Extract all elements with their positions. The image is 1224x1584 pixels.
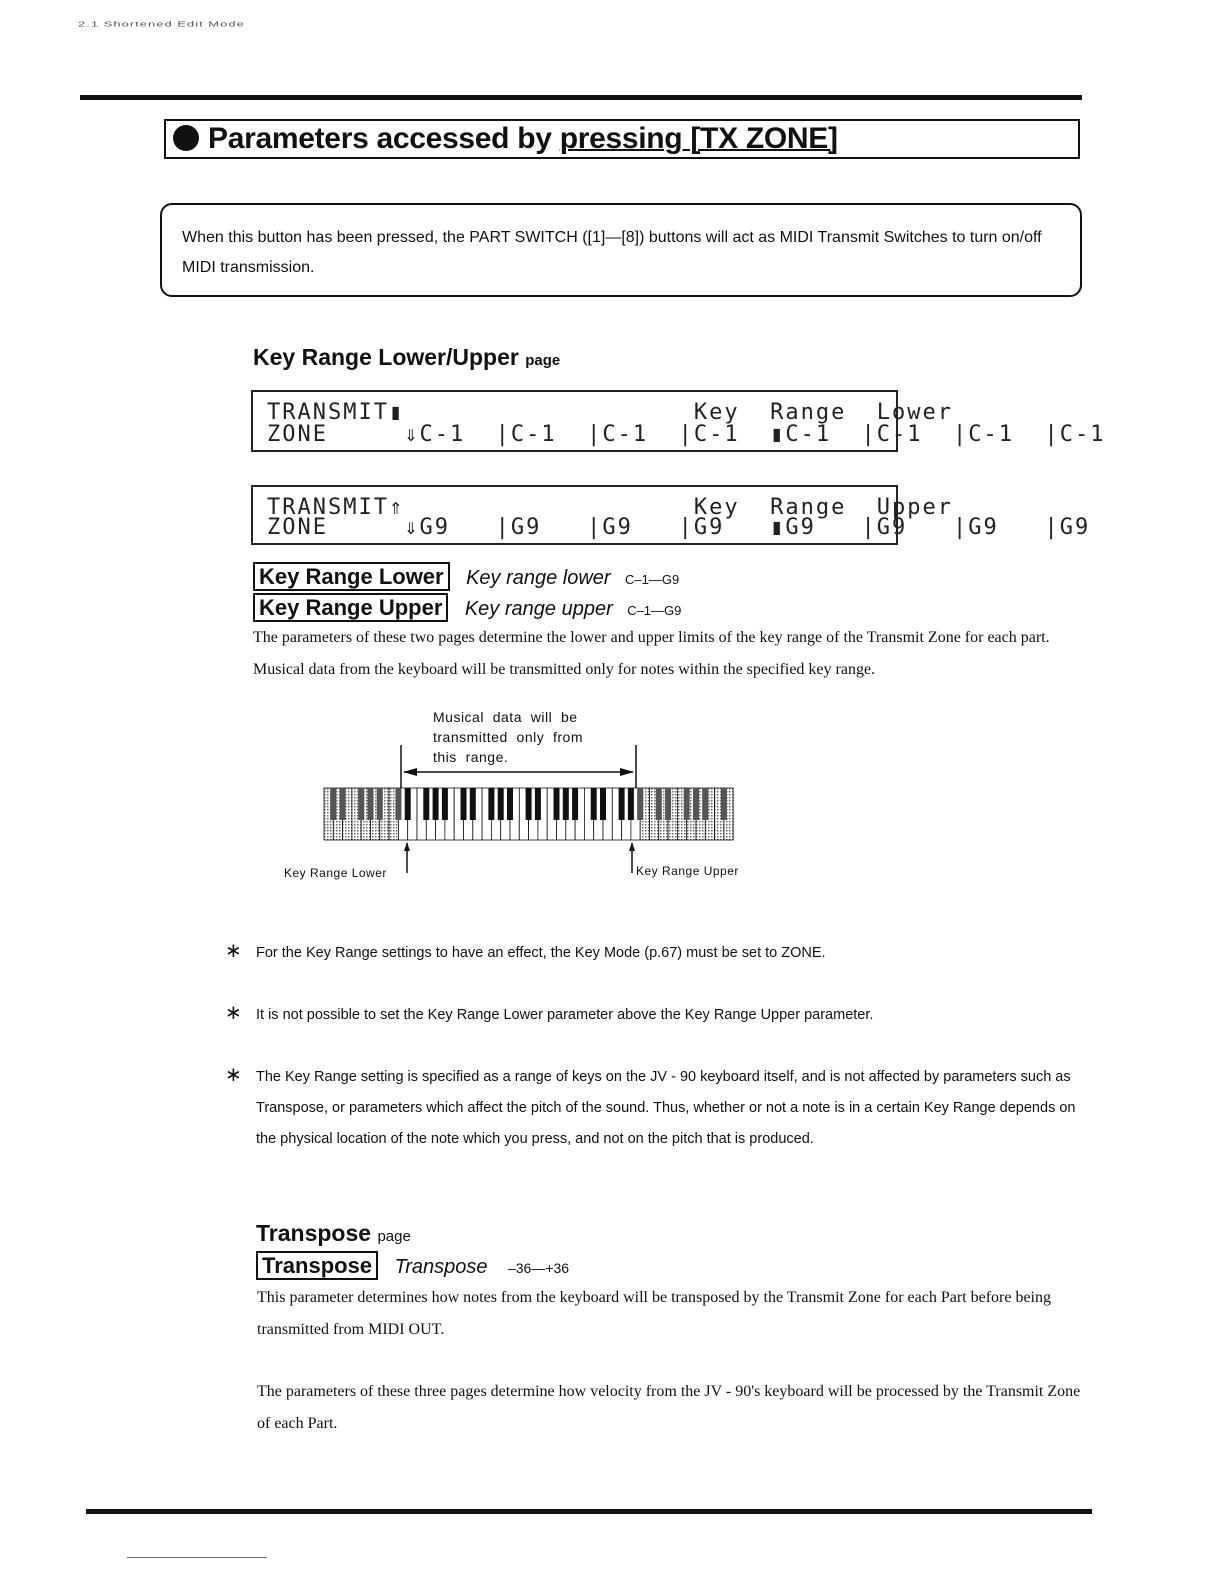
black-key <box>507 788 513 820</box>
black-key <box>433 788 439 820</box>
param-desc: Key range lower <box>466 567 611 589</box>
diagram-caption-line2: transmitted only from <box>433 729 583 745</box>
black-key <box>600 788 606 820</box>
transpose-heading <box>256 1220 411 1247</box>
lcd-key-range-upper <box>251 485 1091 545</box>
key-range-body: The parameters of these two pages determine the lower and upper limits of the key range of the Transmit Zone for each part. Musical data from the keyboard will be transmitted only for notes within the specified key range. <box>253 629 1050 678</box>
black-key <box>395 788 401 820</box>
param-key-range-lower <box>253 564 679 590</box>
key-range-heading-suffix: page <box>525 352 561 369</box>
range-arrow-left-head <box>403 768 417 776</box>
range-arrow-right-head <box>620 768 634 776</box>
black-key <box>535 788 541 820</box>
note-text: For the Key Range settings to have an effect, the Key Mode (p.67) must be set to ZONE. <box>256 945 826 961</box>
black-key <box>656 788 662 820</box>
black-key <box>526 788 532 820</box>
black-key <box>498 788 504 820</box>
section-title-prefix: Parameters accessed by <box>208 122 560 155</box>
black-key <box>488 788 494 820</box>
keyboard-diagram <box>300 740 760 880</box>
transpose-heading-text: Transpose <box>256 1220 372 1246</box>
note-3 <box>225 1062 1085 1155</box>
note-text: The Key Range setting is specified as a range of keys on the JV - 90 keyboard itself, and is not affected by parameters such as Transpose, or parameters which affect the pitch of the sound. Thus, whether or not a note is in a certain Key Range depends on the physical location of the note which you press, and not on the pitch that is produced. <box>256 1069 1076 1147</box>
bottom-rule <box>86 1509 1092 1514</box>
param-label: Transpose <box>256 1251 378 1280</box>
transpose-heading-suffix: page <box>377 1228 411 1245</box>
black-key <box>461 788 467 820</box>
diagram-caption-line3: this range. <box>433 749 509 765</box>
black-key <box>340 788 346 820</box>
black-key <box>628 788 634 820</box>
intro-note-text: When this button has been pressed, the PART SWITCH ([1]—[8]) buttons will act as MIDI Transmit Switches to turn on/off MIDI transmission. <box>182 229 1042 276</box>
black-key <box>423 788 429 820</box>
section-title <box>164 119 1080 159</box>
black-key <box>684 788 690 820</box>
diagram-caption-line1: Musical data will be <box>433 709 578 725</box>
black-key <box>563 788 569 820</box>
top-rule <box>80 95 1082 100</box>
black-key <box>358 788 364 820</box>
note-1 <box>225 938 1085 969</box>
black-key <box>693 788 699 820</box>
black-key <box>665 788 671 820</box>
key-range-heading <box>253 344 560 371</box>
transpose-body: This parameter determines how notes from the keyboard will be transposed by the Transmit Zone for each Part before being transmitted from MIDI OUT. <box>257 1289 1051 1338</box>
black-key <box>554 788 560 820</box>
black-key <box>637 788 643 820</box>
param-label: Key Range Upper <box>253 593 448 622</box>
running-header: 2.1 Shortened Edit Mode <box>78 20 245 29</box>
black-key <box>377 788 383 820</box>
param-transpose <box>256 1253 569 1279</box>
black-key <box>330 788 336 820</box>
param-range: C–1—G9 <box>625 572 680 587</box>
note-text: It is not possible to set the Key Range Lower parameter above the Key Range Upper parameter. <box>256 1007 874 1023</box>
lcd-upper-line1: TRANSMIT⇑ Key Range Upper <box>267 495 954 520</box>
param-range: –36—+36 <box>507 1260 570 1276</box>
diagram-upper-label: Key Range Upper <box>636 864 739 878</box>
black-key <box>405 788 411 820</box>
black-key <box>368 788 374 820</box>
asterisk-icon: ∗ <box>225 1064 242 1086</box>
keyboard-keys <box>324 788 733 840</box>
velocity-intro: The parameters of these three pages determine how velocity from the JV - 90's keyboard will be processed by the Transmit Zone of each Part. <box>257 1383 1081 1432</box>
intro-note-box <box>160 203 1082 297</box>
bullet-icon <box>173 125 199 151</box>
diagram-lower-label: Key Range Lower <box>284 866 387 880</box>
param-label: Key Range Lower <box>253 562 450 591</box>
asterisk-icon: ∗ <box>225 1002 242 1024</box>
section-title-underlined: pressing [TX ZONE] <box>559 122 838 155</box>
note-2 <box>225 1000 1085 1031</box>
lower-pointer-head <box>404 842 410 851</box>
asterisk-icon: ∗ <box>225 940 242 962</box>
black-key <box>591 788 597 820</box>
key-range-heading-text: Key Range Lower/Upper <box>253 344 519 370</box>
param-key-range-upper <box>253 595 681 621</box>
black-key <box>572 788 578 820</box>
param-desc: Transpose <box>394 1256 488 1278</box>
lcd-key-range-lower <box>251 390 1106 452</box>
black-key <box>721 788 727 820</box>
black-key <box>702 788 708 820</box>
black-key <box>470 788 476 820</box>
lcd-lower-line1: TRANSMIT▮ Key Range Lower <box>267 400 954 425</box>
upper-pointer-head <box>629 842 635 851</box>
black-key <box>442 788 448 820</box>
lcd-upper-line2: ZONE ⇓G9 |G9 |G9 |G9 ▮G9 |G9 |G9 |G9 <box>267 515 1091 540</box>
footer-link-line <box>127 1557 267 1558</box>
black-key <box>619 788 625 820</box>
param-desc: Key range upper <box>464 598 613 620</box>
lcd-lower-line2: ZONE ⇓C-1 |C-1 |C-1 |C-1 ▮C-1 |C-1 |C-1 |C-1 <box>267 422 1106 447</box>
param-range: C–1—G9 <box>627 603 682 618</box>
